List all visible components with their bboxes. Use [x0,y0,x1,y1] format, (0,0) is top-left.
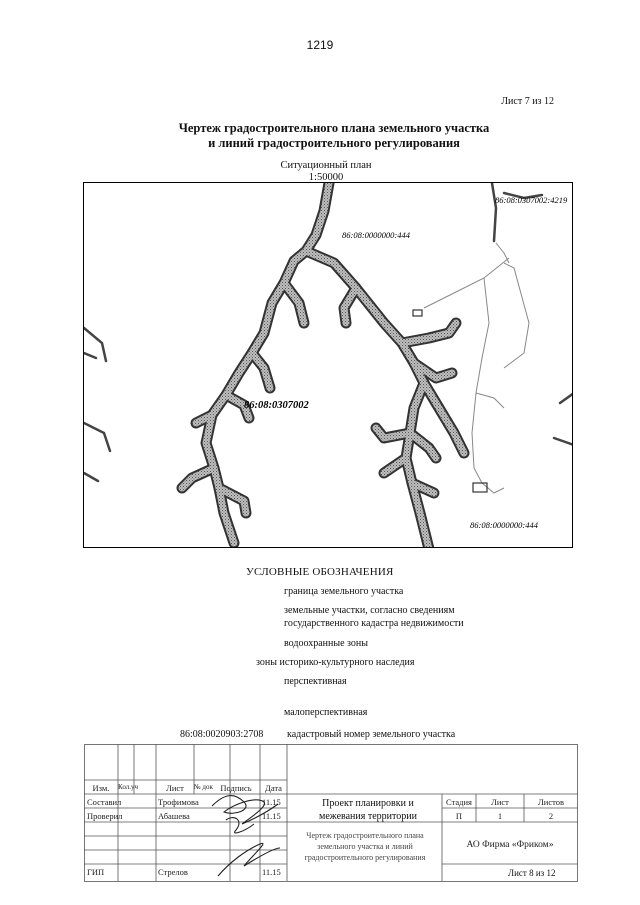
legend-item-prospective: перспективная [284,676,347,687]
legend-item-parcels-1: земельные участки, согласно сведениям [284,605,455,616]
stage-value: П [455,811,463,821]
row-date-compiler: 11.15 [262,797,281,807]
row-role-compiler: Составил [87,797,122,807]
legend-cadastral-example: 86:08:0020903:2708 [180,729,264,740]
header-signature: Подпись [220,783,252,793]
building-outline [473,483,487,492]
map-label-parcel: 86:08:0307002 [244,400,309,411]
sheet-number-top: Лист 7 из 12 [501,96,554,107]
header-izm: Изм. [92,783,110,793]
row-name-compiler: Трофимова [158,797,199,807]
sheets-header: Листов [538,797,564,807]
drawing-title: Чертеж градостроительного плана земельного участка и линий градостроительного регулирования [304,831,426,862]
legend-item-low-prospective: малоперспективная [284,707,368,718]
row-name-gip: Стрелов [158,867,188,877]
row-role-checker: Проверил [87,811,123,821]
title-line-1: Чертеж градостроительного плана земельного участка [178,121,490,135]
header-doc: № док [194,783,213,791]
legend-item-heritage: зоны историко-культурного наследия [256,657,415,668]
row-date-checker: 11.15 [262,811,281,821]
map-drawing [84,183,573,548]
title-block [84,744,578,882]
sheet-header: Лист [491,797,509,807]
header-list: Лист [166,783,184,793]
row-name-checker: Абашева [158,811,190,821]
situational-plan-scale: 1:50000 [308,172,344,183]
sheet-value: 1 [497,811,503,821]
situational-map [83,182,573,548]
legend-item-cadastral: кадастровый номер земельного участка [287,729,456,740]
document-title [0,121,640,151]
header-kol: Кол.уч [118,783,138,791]
map-label-bottom-right: 86:08:0000000:444 [470,520,538,530]
sheet-number-bottom: Лист 8 из 12 [508,868,556,878]
company-name: АО Фирма «Фриком» [466,840,554,850]
page-number: 1219 [306,38,334,52]
map-label-top-center: 86:08:0000000:444 [342,230,410,240]
project-title: Проект планировки и межевания территории [319,798,417,822]
legend-heading: УСЛОВНЫЕ ОБОЗНАЧЕНИЯ [246,566,394,578]
title-line-2: и линий градостроительного регулирования [208,136,460,150]
stage-header: Стадия [446,797,472,807]
building-outline-small [413,310,422,316]
row-date-gip: 11.15 [262,867,281,877]
header-date: Дата [265,783,282,793]
legend-item-water-zones: водоохранные зоны [284,638,368,649]
situational-plan-caption [0,160,640,184]
minor-streams [84,183,573,481]
sheets-value: 2 [548,811,554,821]
legend-item-boundary: граница земельного участка [284,586,404,597]
situational-plan-label: Ситуационный план [280,160,372,171]
row-role-gip: ГИП [87,867,105,877]
river-network [182,183,464,548]
legend-item-parcels-2: государственного кадастра недвижимости [284,618,464,629]
map-label-top-right: 86:08:0307002:4219 [495,195,568,205]
